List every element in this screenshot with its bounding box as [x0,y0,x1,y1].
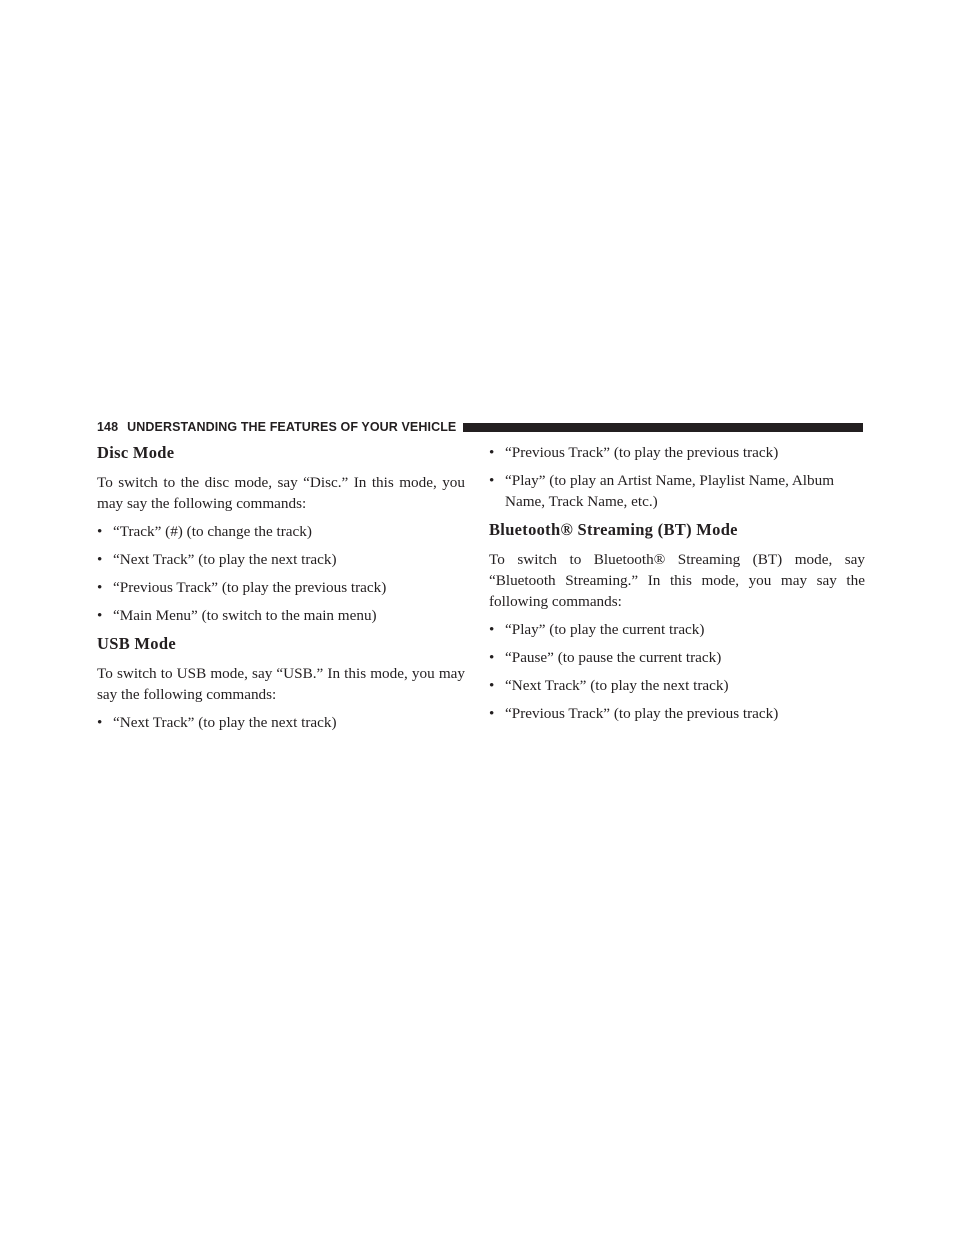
bullet: • [489,444,495,461]
bullet: • [489,649,495,666]
disc-mode-intro: To switch to the disc mode, say “Disc.” In this mode, you may say the following commands: [97,474,465,512]
bluetooth-mode-heading: Bluetooth® Streaming (BT) Mode [489,520,738,539]
list-item: • “Previous Track” (to play the previous track) [97,579,387,596]
usb-mode-commands-continued [489,442,865,512]
list-item: • “Play” (to play the current track) [489,621,705,638]
left-column [97,442,465,733]
disc-mode-heading: Disc Mode [97,443,175,462]
page-number: 148 [97,420,119,434]
usb-mode-commands [97,712,465,733]
bullet: • [489,677,495,694]
usb-mode-section [97,633,465,733]
bullet: • [97,607,103,624]
bluetooth-mode-commands [489,619,865,724]
bullet: • [97,714,103,731]
list-item: • “Previous Track” (to play the previous track) [489,444,779,461]
bluetooth-mode-intro: To switch to Bluetooth® Streaming (BT) mode, say “Bluetooth Streaming.” In this mode, you may say the following commands: [489,551,865,610]
bullet: • [489,472,495,489]
list-item: • “Next Track” (to play the next track) [489,677,729,694]
list-item: • “Pause” (to pause the current track) [489,649,722,666]
list-item: • “Track” (#) (to change the track) [97,523,312,540]
disc-mode-section [97,442,465,626]
header-rule [463,423,863,432]
list-item: • “Play” (to play an Artist Name, Playlist Name, Album Name, Track Name, etc.) [489,472,835,510]
bullet: • [97,523,103,540]
list-item: • “Previous Track” (to play the previous track) [489,705,779,722]
bullet: • [97,551,103,568]
list-item: • “Next Track” (to play the next track) [97,714,337,731]
disc-mode-commands [97,521,465,626]
bullet: • [489,705,495,722]
section-title: UNDERSTANDING THE FEATURES OF YOUR VEHICLE [127,420,457,434]
usb-mode-heading: USB Mode [97,634,176,653]
bullet: • [97,579,103,596]
right-column [489,442,865,724]
bluetooth-mode-section [489,519,865,724]
bullet: • [489,621,495,638]
usb-mode-intro: To switch to USB mode, say “USB.” In this mode, you may say the following commands: [97,665,465,703]
list-item: • “Main Menu” (to switch to the main menu) [97,607,377,624]
page-header [97,419,863,435]
list-item: • “Next Track” (to play the next track) [97,551,337,568]
